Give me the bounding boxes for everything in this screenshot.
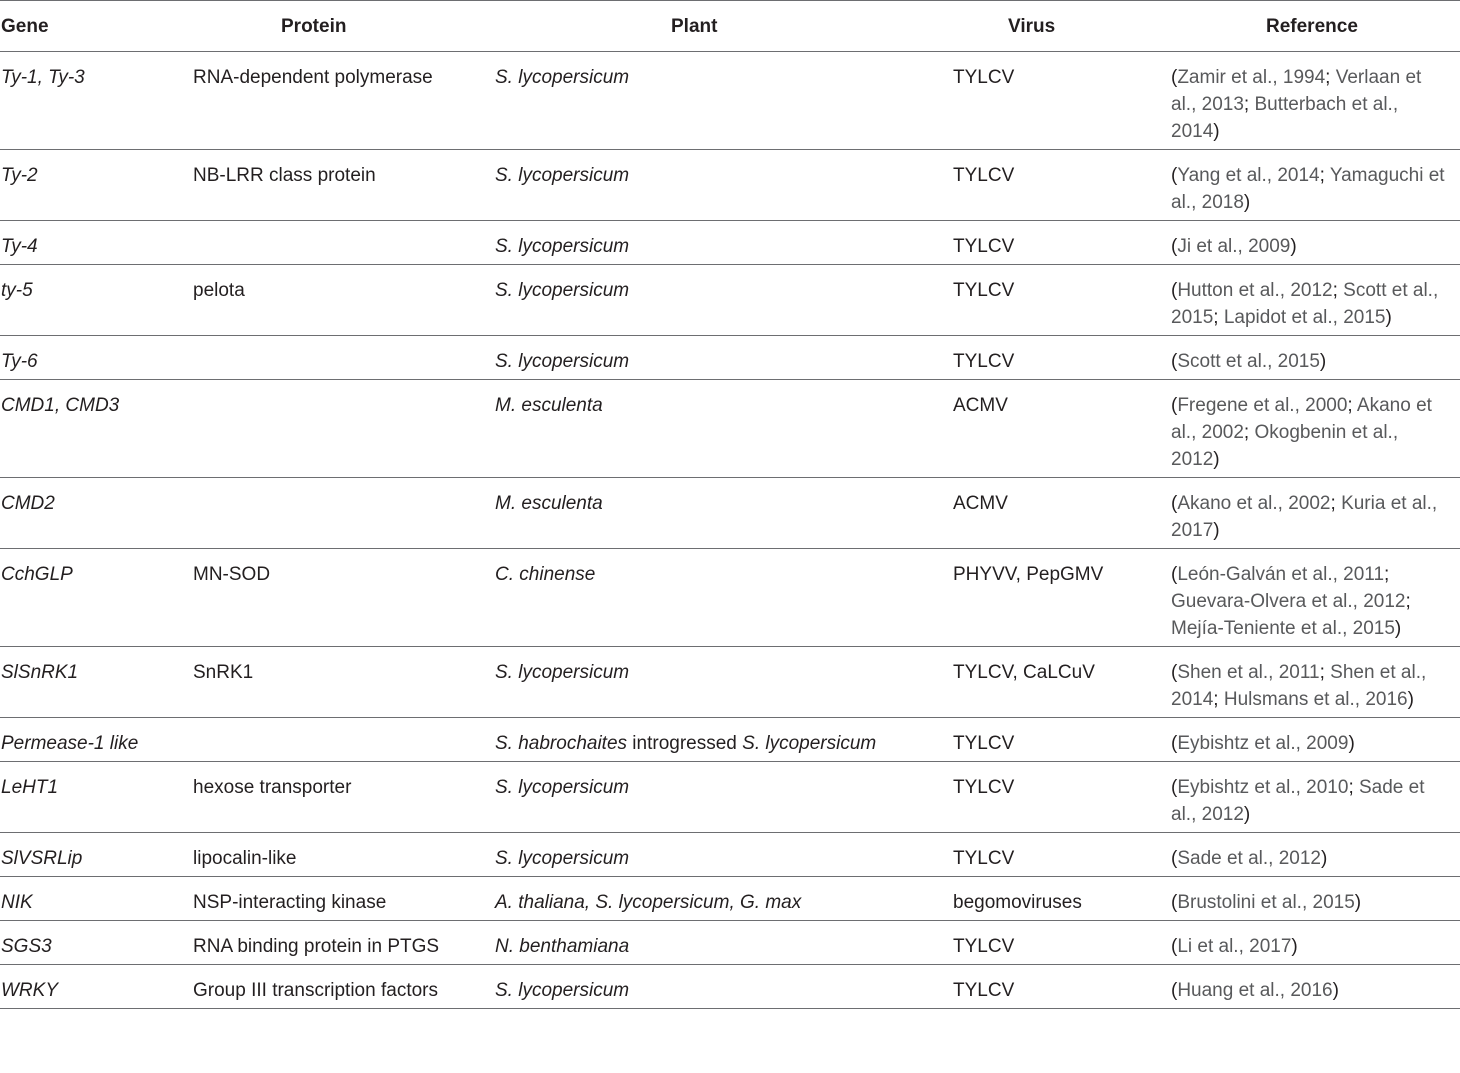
cell-reference: (Scott et al., 2015) [1171, 336, 1460, 380]
reference-link[interactable]: Hutton et al., 2012 [1177, 280, 1333, 301]
reference-link[interactable]: Brustolini et al., 2015 [1177, 892, 1355, 913]
reference-link[interactable]: Eybishtz et al., 2009 [1177, 733, 1349, 754]
reference-link[interactable]: Sade et al., 2012 [1171, 777, 1425, 825]
reference-link[interactable]: Guevara-Olvera et al., 2012 [1171, 591, 1406, 612]
table-body [0, 52, 1460, 1009]
cell-plant [495, 549, 953, 647]
plant-text: S. lycopersicum [495, 280, 630, 301]
reference-link[interactable]: Shen et al., 2011 [1177, 662, 1320, 683]
reference-link[interactable]: Shen et al., 2014 [1171, 662, 1427, 710]
cell-protein: hexose transporter [193, 762, 495, 833]
plant-text: introgressed [627, 733, 743, 754]
cell-reference: (Li et al., 2017) [1171, 921, 1460, 965]
reference-link[interactable]: Eybishtz et al., 2010 [1177, 777, 1349, 798]
cell-reference: (Shen et al., 2011; Shen et al., 2014; Hulsmans et al., 2016) [1171, 647, 1460, 718]
table-row [0, 336, 1460, 380]
cell-reference: (Ji et al., 2009) [1171, 221, 1460, 265]
cell-reference: (Eybishtz et al., 2009) [1171, 718, 1460, 762]
cell-virus: TYLCV [953, 150, 1171, 221]
table-row [0, 380, 1460, 478]
table-row [0, 921, 1460, 965]
reference-link[interactable]: Zamir et al., 1994 [1177, 67, 1326, 88]
cell-virus: begomoviruses [953, 877, 1171, 921]
cell-reference: (Hutton et al., 2012; Scott et al., 2015; Lapidot et al., 2015) [1171, 265, 1460, 336]
cell-gene: CMD1, CMD3 [0, 380, 193, 478]
header-row [0, 1, 1460, 52]
cell-gene: CchGLP [0, 549, 193, 647]
cell-reference: (Huang et al., 2016) [1171, 965, 1460, 1009]
header-gene: Gene [0, 1, 193, 52]
cell-gene: Ty-4 [0, 221, 193, 265]
cell-plant [495, 647, 953, 718]
cell-reference: (Akano et al., 2002; Kuria et al., 2017) [1171, 478, 1460, 549]
reference-link[interactable]: Butterbach et al., 2014 [1171, 94, 1399, 142]
table-row [0, 549, 1460, 647]
reference-link[interactable]: León-Galván et al., 2011 [1177, 564, 1385, 585]
cell-virus: TYLCV [953, 965, 1171, 1009]
plant-text: S. lycopersicum [495, 236, 630, 257]
table-row [0, 150, 1460, 221]
table-row [0, 647, 1460, 718]
cell-gene: Permease-1 like [0, 718, 193, 762]
cell-plant [495, 877, 953, 921]
table-row [0, 762, 1460, 833]
cell-gene: Ty-1, Ty-3 [0, 52, 193, 150]
cell-virus: TYLCV [953, 718, 1171, 762]
cell-reference: (Sade et al., 2012) [1171, 833, 1460, 877]
reference-link[interactable]: Fregene et al., 2000 [1177, 395, 1348, 416]
cell-gene: Ty-2 [0, 150, 193, 221]
header-protein: Protein [193, 1, 495, 52]
table-row [0, 833, 1460, 877]
reference-link[interactable]: Kuria et al., 2017 [1171, 493, 1438, 541]
header-reference: Reference [1171, 1, 1460, 52]
cell-plant [495, 150, 953, 221]
header-plant: Plant [495, 1, 953, 52]
cell-gene: SlVSRLip [0, 833, 193, 877]
cell-gene: LeHT1 [0, 762, 193, 833]
cell-gene: WRKY [0, 965, 193, 1009]
plant-text: A. thaliana, S. lycopersicum, G. max [495, 892, 802, 913]
plant-text: C. chinense [495, 564, 596, 585]
reference-link[interactable]: Scott et al., 2015 [1177, 351, 1320, 372]
cell-protein: NB-LRR class protein [193, 150, 495, 221]
reference-link[interactable]: Yamaguchi et al., 2018 [1171, 165, 1445, 213]
cell-protein: Group III transcription factors [193, 965, 495, 1009]
cell-virus: TYLCV [953, 336, 1171, 380]
cell-virus: ACMV [953, 478, 1171, 549]
cell-gene: SlSnRK1 [0, 647, 193, 718]
cell-protein [193, 718, 495, 762]
cell-plant [495, 380, 953, 478]
cell-protein: RNA binding protein in PTGS [193, 921, 495, 965]
table-row [0, 965, 1460, 1009]
cell-virus: TYLCV [953, 221, 1171, 265]
plant-text: S. lycopersicum [742, 733, 877, 754]
cell-virus: ACMV [953, 380, 1171, 478]
cell-gene: SGS3 [0, 921, 193, 965]
cell-gene: Ty-6 [0, 336, 193, 380]
cell-gene: CMD2 [0, 478, 193, 549]
cell-protein: SnRK1 [193, 647, 495, 718]
cell-protein: lipocalin-like [193, 833, 495, 877]
plant-text: S. lycopersicum [495, 351, 630, 372]
cell-plant [495, 718, 953, 762]
cell-protein [193, 336, 495, 380]
reference-link[interactable]: Huang et al., 2016 [1177, 980, 1333, 1001]
cell-virus: TYLCV [953, 762, 1171, 833]
cell-protein [193, 380, 495, 478]
plant-text: S. lycopersicum [495, 777, 630, 798]
reference-link[interactable]: Lapidot et al., 2015 [1223, 307, 1386, 328]
plant-text: M. esculenta [495, 395, 603, 416]
cell-reference: (Yang et al., 2014; Yamaguchi et al., 2018) [1171, 150, 1460, 221]
reference-link[interactable]: Scott et al., 2015 [1171, 280, 1439, 328]
reference-link[interactable]: Sade et al., 2012 [1177, 848, 1321, 869]
cell-plant [495, 833, 953, 877]
reference-link[interactable]: Hulsmans et al., 2016 [1223, 689, 1408, 710]
table-row [0, 718, 1460, 762]
table-row [0, 265, 1460, 336]
cell-reference: (Fregene et al., 2000; Akano et al., 2002; Okogbenin et al., 2012) [1171, 380, 1460, 478]
cell-protein: NSP-interacting kinase [193, 877, 495, 921]
cell-reference: (León-Galván et al., 2011; Guevara-Olvera et al., 2012; Mejía-Teniente et al., 2015) [1171, 549, 1460, 647]
plant-text: N. benthamiana [495, 936, 630, 957]
plant-text: S. lycopersicum [495, 67, 630, 88]
cell-protein: pelota [193, 265, 495, 336]
plant-text: S. lycopersicum [495, 662, 630, 683]
cell-reference: (Zamir et al., 1994; Verlaan et al., 2013; Butterbach et al., 2014) [1171, 52, 1460, 150]
plant-text: S. lycopersicum [495, 165, 630, 186]
table-row [0, 52, 1460, 150]
table-header [0, 1, 1460, 52]
plant-text: S. lycopersicum [495, 848, 630, 869]
reference-link[interactable]: Ji et al., 2009 [1177, 236, 1291, 257]
cell-reference: (Brustolini et al., 2015) [1171, 877, 1460, 921]
table-row [0, 478, 1460, 549]
reference-link[interactable]: Mejía-Teniente et al., 2015 [1171, 618, 1395, 639]
cell-protein [193, 478, 495, 549]
plant-text: S. habrochaites [495, 733, 628, 754]
cell-plant [495, 336, 953, 380]
cell-virus: TYLCV, CaLCuV [953, 647, 1171, 718]
cell-reference: (Eybishtz et al., 2010; Sade et al., 2012) [1171, 762, 1460, 833]
plant-text: S. lycopersicum [495, 980, 630, 1001]
cell-gene: NIK [0, 877, 193, 921]
cell-virus: TYLCV [953, 921, 1171, 965]
reference-link[interactable]: Akano et al., 2002 [1171, 395, 1432, 443]
cell-plant [495, 265, 953, 336]
table-row [0, 221, 1460, 265]
table-row [0, 877, 1460, 921]
cell-protein: MN-SOD [193, 549, 495, 647]
cell-virus: TYLCV [953, 833, 1171, 877]
cell-plant [495, 221, 953, 265]
cell-protein [193, 221, 495, 265]
cell-plant [495, 478, 953, 549]
plant-text: M. esculenta [495, 493, 603, 514]
cell-virus: PHYVV, PepGMV [953, 549, 1171, 647]
reference-link[interactable]: Akano et al., 2002 [1177, 493, 1331, 514]
cell-virus: TYLCV [953, 52, 1171, 150]
reference-link[interactable]: Yang et al., 2014 [1177, 165, 1320, 186]
reference-link[interactable]: Li et al., 2017 [1177, 936, 1292, 957]
cell-protein: RNA-dependent polymerase [193, 52, 495, 150]
cell-plant [495, 52, 953, 150]
cell-plant [495, 921, 953, 965]
cell-virus: TYLCV [953, 265, 1171, 336]
header-virus: Virus [953, 1, 1171, 52]
cell-plant [495, 762, 953, 833]
cell-plant [495, 965, 953, 1009]
cell-gene: ty-5 [0, 265, 193, 336]
reference-link[interactable]: Verlaan et al., 2013 [1171, 67, 1422, 115]
reference-link[interactable]: Okogbenin et al., 2012 [1171, 422, 1399, 470]
